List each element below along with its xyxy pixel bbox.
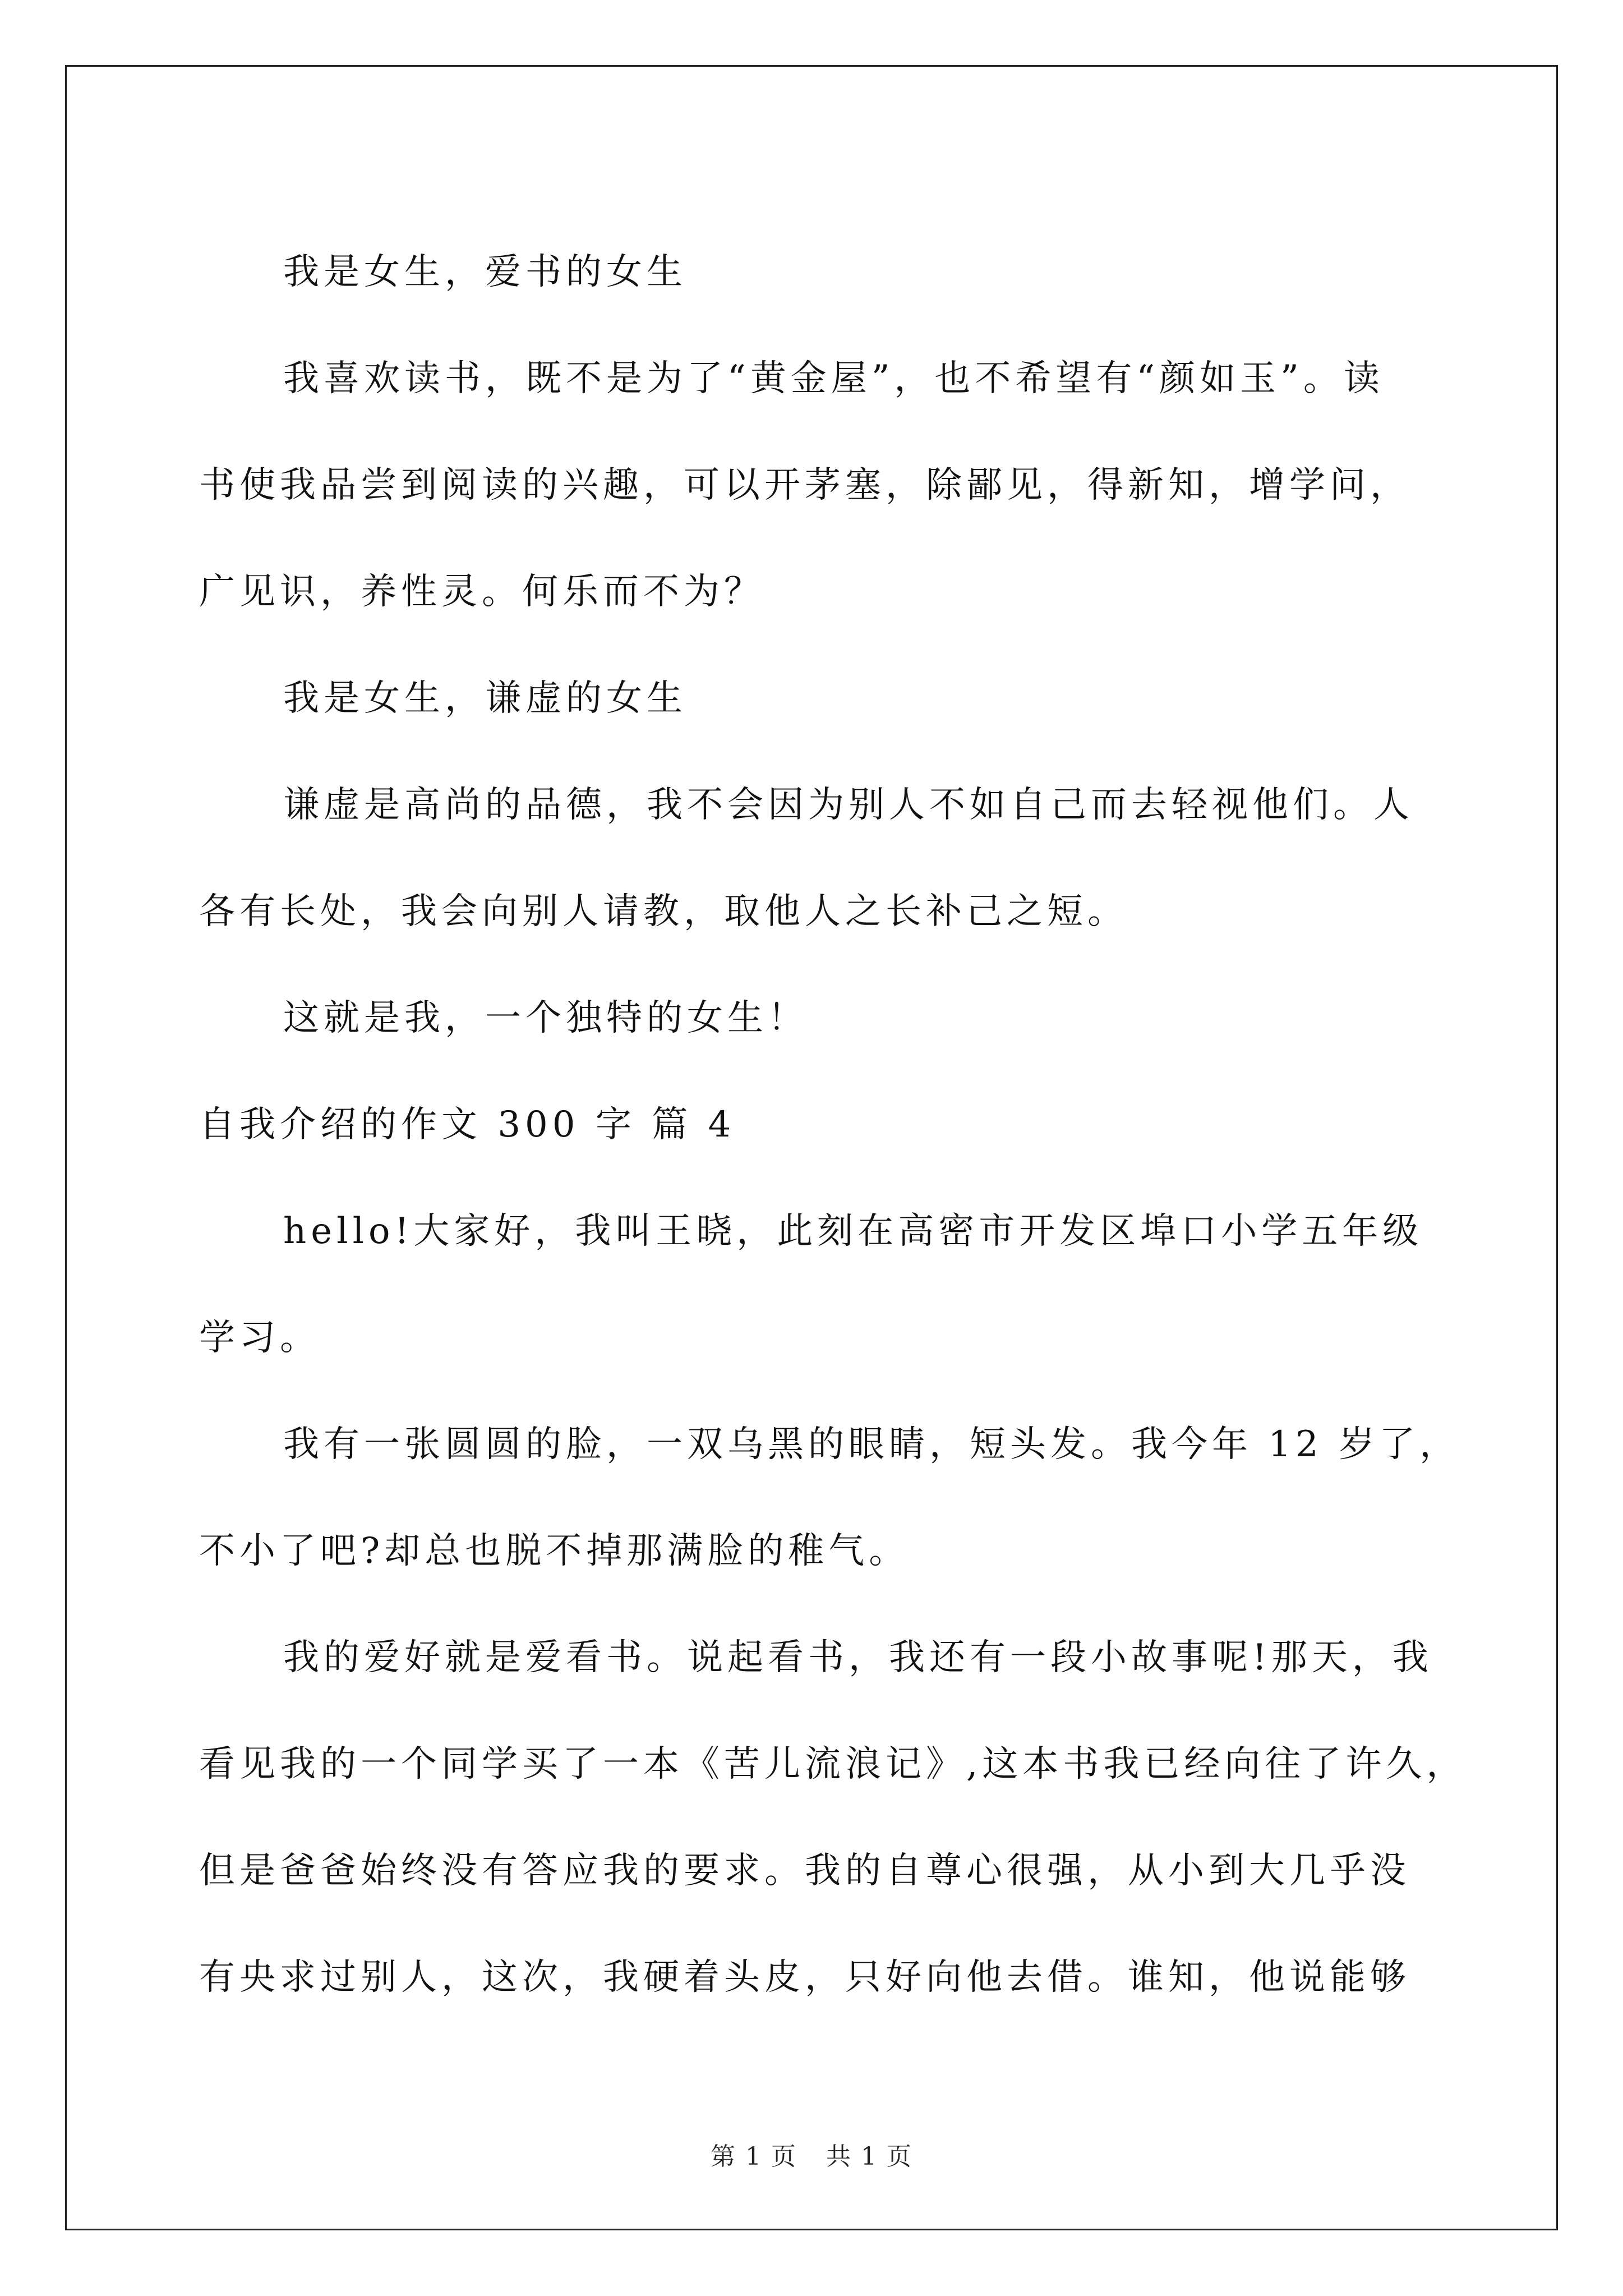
page-footer	[0, 2136, 1623, 2172]
paragraph-line: 有央求过别人，这次，我硬着头皮，只好向他去借。谁知，他说能够	[199, 1957, 1410, 1998]
paragraph-line: 广见识，养性灵。何乐而不为？	[199, 571, 764, 613]
paragraph-line: 我的爱好就是爱看书。说起看书，我还有一段小故事呢!那天，我	[283, 1637, 1433, 1678]
paragraph-line: 我是女生，爱书的女生	[283, 251, 687, 293]
paragraph-line: 我喜欢读书，既不是为了“黄金屋”，也不希望有“颜如玉”。读	[283, 358, 1384, 399]
page-total: 共 1 页	[826, 2142, 912, 2171]
page-number: 第 1 页	[711, 2142, 797, 2171]
paragraph-line: 各有长处，我会向别人请教，取他人之长补己之短。	[199, 891, 1128, 932]
section-heading: 自我介绍的作文 300 字 篇 4	[199, 1104, 736, 1145]
paragraph-line: 但是爸爸始终没有答应我的要求。我的自尊心很强，从小到大几乎没	[199, 1850, 1410, 1892]
paragraph-line: 书使我品尝到阅读的兴趣，可以开茅塞，除鄙见，得新知，增学问，	[199, 464, 1410, 506]
paragraph-line: 我是女生，谦虚的女生	[283, 678, 687, 719]
paragraph-line: 谦虚是高尚的品德，我不会因为别人不如自己而去轻视他们。人	[283, 784, 1414, 826]
paragraph-line: 看见我的一个同学买了一本《苦儿流浪记》,这本书我已经向往了许久，	[199, 1743, 1467, 1785]
document-body	[199, 219, 1467, 2031]
paragraph-line: 我有一张圆圆的脸，一双乌黑的眼睛，短头发。我今年 12 岁了，	[283, 1424, 1460, 1465]
paragraph-line: 这就是我，一个独特的女生！	[283, 997, 808, 1039]
paragraph-line: 学习。	[199, 1317, 320, 1359]
paragraph-line: hello!大家好，我叫王晓，此刻在高密市开发区埠口小学五年级	[283, 1211, 1423, 1252]
paragraph-line: 不小了吧?却总也脱不掉那满脸的稚气。	[199, 1530, 910, 1572]
